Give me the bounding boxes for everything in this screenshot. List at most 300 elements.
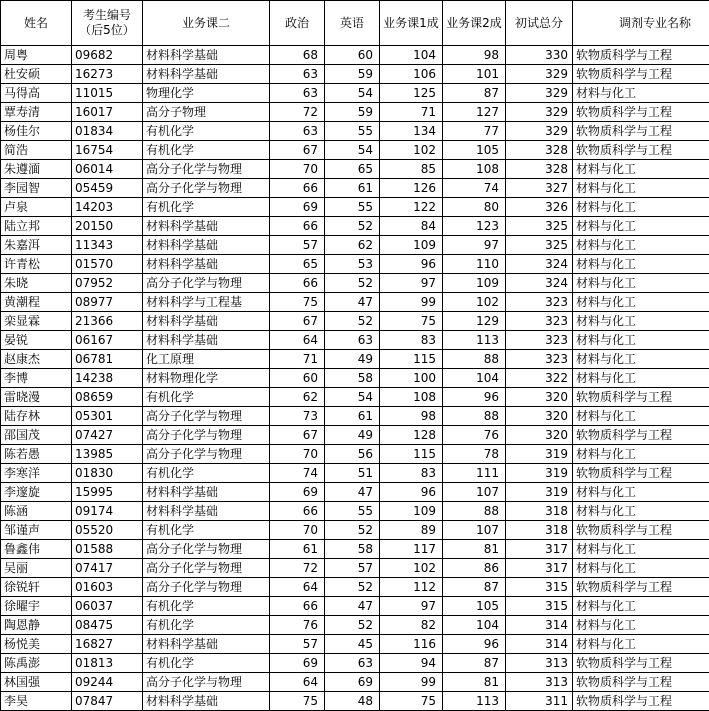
cell-course2: 有机化学 (143, 198, 270, 217)
cell-exam-id: 01588 (72, 540, 143, 559)
cell-prof1: 84 (380, 217, 443, 236)
cell-english: 52 (325, 274, 380, 293)
cell-major: 材料与化工 (573, 559, 709, 578)
cell-politics: 61 (270, 540, 325, 559)
cell-politics: 57 (270, 236, 325, 255)
table-row (1, 445, 709, 464)
cell-english: 51 (325, 464, 380, 483)
cell-exam-id: 09174 (72, 502, 143, 521)
cell-prof1: 122 (380, 198, 443, 217)
cell-major: 软物质科学与工程 (573, 388, 709, 407)
cell-total: 319 (506, 445, 573, 464)
cell-total: 328 (506, 141, 573, 160)
cell-prof1: 82 (380, 616, 443, 635)
cell-major: 材料与化工 (573, 160, 709, 179)
cell-prof2: 127 (443, 103, 506, 122)
cell-english: 57 (325, 559, 380, 578)
cell-total: 319 (506, 464, 573, 483)
cell-english: 52 (325, 578, 380, 597)
cell-politics: 68 (270, 46, 325, 65)
cell-prof1: 71 (380, 103, 443, 122)
cell-prof2: 110 (443, 255, 506, 274)
cell-exam-id: 11015 (72, 84, 143, 103)
cell-major: 材料与化工 (573, 616, 709, 635)
cell-politics: 66 (270, 217, 325, 236)
cell-english: 52 (325, 217, 380, 236)
cell-prof1: 83 (380, 331, 443, 350)
cell-english: 58 (325, 369, 380, 388)
cell-course2: 材料科学基础 (143, 331, 270, 350)
column-header-prof1: 业务课1成 (380, 1, 443, 46)
cell-course2: 有机化学 (143, 654, 270, 673)
cell-total: 323 (506, 350, 573, 369)
cell-prof2: 101 (443, 65, 506, 84)
cell-prof1: 89 (380, 521, 443, 540)
cell-prof2: 88 (443, 407, 506, 426)
table-row (1, 635, 709, 654)
cell-course2: 有机化学 (143, 521, 270, 540)
cell-prof2: 107 (443, 483, 506, 502)
cell-prof1: 97 (380, 274, 443, 293)
cell-course2: 有机化学 (143, 141, 270, 160)
cell-total: 327 (506, 179, 573, 198)
cell-name: 杨悦美 (1, 635, 72, 654)
cell-name: 黄潮程 (1, 293, 72, 312)
cell-total: 311 (506, 692, 573, 711)
cell-prof2: 97 (443, 236, 506, 255)
cell-name: 陆存林 (1, 407, 72, 426)
cell-name: 陈若愚 (1, 445, 72, 464)
cell-english: 54 (325, 388, 380, 407)
cell-course2: 材料科学基础 (143, 483, 270, 502)
cell-politics: 62 (270, 388, 325, 407)
cell-politics: 75 (270, 293, 325, 312)
table-row (1, 654, 709, 673)
cell-exam-id: 01830 (72, 464, 143, 483)
cell-english: 65 (325, 160, 380, 179)
cell-prof1: 94 (380, 654, 443, 673)
cell-english: 59 (325, 103, 380, 122)
cell-course2: 材料科学基础 (143, 236, 270, 255)
cell-course2: 有机化学 (143, 464, 270, 483)
cell-prof1: 99 (380, 673, 443, 692)
cell-english: 59 (325, 65, 380, 84)
cell-course2: 材料物理化学 (143, 369, 270, 388)
cell-politics: 66 (270, 179, 325, 198)
cell-name: 马得高 (1, 84, 72, 103)
cell-exam-id: 14203 (72, 198, 143, 217)
cell-name: 周粤 (1, 46, 72, 65)
cell-exam-id: 05301 (72, 407, 143, 426)
cell-english: 45 (325, 635, 380, 654)
table-row (1, 388, 709, 407)
cell-course2: 高分子化学与物理 (143, 160, 270, 179)
cell-english: 55 (325, 198, 380, 217)
cell-course2: 高分子化学与物理 (143, 578, 270, 597)
cell-prof2: 76 (443, 426, 506, 445)
cell-exam-id: 06014 (72, 160, 143, 179)
cell-total: 323 (506, 312, 573, 331)
cell-exam-id: 09244 (72, 673, 143, 692)
table-row (1, 502, 709, 521)
cell-prof2: 86 (443, 559, 506, 578)
cell-name: 李邃旋 (1, 483, 72, 502)
cell-course2: 高分子化学与物理 (143, 274, 270, 293)
cell-course2: 有机化学 (143, 616, 270, 635)
cell-english: 61 (325, 179, 380, 198)
cell-prof1: 75 (380, 312, 443, 331)
cell-exam-id: 16827 (72, 635, 143, 654)
cell-course2: 有机化学 (143, 122, 270, 141)
cell-total: 313 (506, 673, 573, 692)
cell-major: 软物质科学与工程 (573, 654, 709, 673)
cell-prof1: 112 (380, 578, 443, 597)
cell-politics: 73 (270, 407, 325, 426)
cell-politics: 69 (270, 654, 325, 673)
table-row (1, 293, 709, 312)
cell-prof1: 99 (380, 293, 443, 312)
cell-name: 卢泉 (1, 198, 72, 217)
cell-name: 雷晓漫 (1, 388, 72, 407)
cell-major: 材料与化工 (573, 407, 709, 426)
cell-major: 软物质科学与工程 (573, 65, 709, 84)
cell-prof1: 109 (380, 236, 443, 255)
cell-course2: 高分子化学与物理 (143, 426, 270, 445)
cell-politics: 65 (270, 255, 325, 274)
table-row (1, 274, 709, 293)
cell-prof1: 117 (380, 540, 443, 559)
cell-prof2: 81 (443, 673, 506, 692)
cell-prof2: 109 (443, 274, 506, 293)
cell-english: 49 (325, 350, 380, 369)
cell-prof1: 109 (380, 502, 443, 521)
cell-english: 52 (325, 616, 380, 635)
cell-prof1: 96 (380, 255, 443, 274)
cell-prof2: 78 (443, 445, 506, 464)
table-row (1, 407, 709, 426)
cell-course2: 材料科学基础 (143, 692, 270, 711)
cell-prof1: 128 (380, 426, 443, 445)
cell-total: 317 (506, 559, 573, 578)
cell-major: 软物质科学与工程 (573, 464, 709, 483)
cell-total: 317 (506, 540, 573, 559)
cell-course2: 高分子化学与物理 (143, 179, 270, 198)
cell-prof1: 115 (380, 350, 443, 369)
cell-politics: 66 (270, 502, 325, 521)
cell-politics: 72 (270, 559, 325, 578)
cell-course2: 材料科学基础 (143, 502, 270, 521)
cell-prof2: 113 (443, 331, 506, 350)
cell-major: 材料与化工 (573, 445, 709, 464)
cell-prof1: 97 (380, 597, 443, 616)
table-row (1, 616, 709, 635)
table-row (1, 217, 709, 236)
table-body (1, 46, 709, 711)
cell-prof1: 75 (380, 692, 443, 711)
cell-politics: 70 (270, 521, 325, 540)
cell-prof2: 104 (443, 616, 506, 635)
cell-prof1: 85 (380, 160, 443, 179)
cell-politics: 66 (270, 597, 325, 616)
cell-total: 314 (506, 635, 573, 654)
cell-major: 材料与化工 (573, 198, 709, 217)
cell-major: 软物质科学与工程 (573, 692, 709, 711)
cell-course2: 材料科学基础 (143, 255, 270, 274)
cell-major: 材料与化工 (573, 635, 709, 654)
table-row (1, 84, 709, 103)
cell-english: 63 (325, 654, 380, 673)
cell-prof2: 80 (443, 198, 506, 217)
cell-english: 58 (325, 540, 380, 559)
cell-prof2: 123 (443, 217, 506, 236)
cell-name: 简浩 (1, 141, 72, 160)
cell-english: 61 (325, 407, 380, 426)
cell-name: 杨佳尔 (1, 122, 72, 141)
cell-politics: 63 (270, 65, 325, 84)
cell-total: 318 (506, 502, 573, 521)
cell-prof2: 107 (443, 521, 506, 540)
table-row (1, 312, 709, 331)
cell-major: 材料与化工 (573, 312, 709, 331)
table-row (1, 350, 709, 369)
cell-exam-id: 05520 (72, 521, 143, 540)
cell-major: 软物质科学与工程 (573, 521, 709, 540)
cell-major: 材料与化工 (573, 540, 709, 559)
table-row (1, 597, 709, 616)
table-row (1, 464, 709, 483)
column-header-exam-id: 考生编号（后5位） (72, 1, 143, 46)
cell-exam-id: 09682 (72, 46, 143, 65)
cell-english: 52 (325, 521, 380, 540)
cell-total: 328 (506, 160, 573, 179)
cell-politics: 69 (270, 198, 325, 217)
cell-major: 材料与化工 (573, 350, 709, 369)
cell-english: 56 (325, 445, 380, 464)
cell-exam-id: 01570 (72, 255, 143, 274)
cell-english: 47 (325, 597, 380, 616)
cell-politics: 74 (270, 464, 325, 483)
cell-major: 材料与化工 (573, 369, 709, 388)
cell-prof1: 102 (380, 141, 443, 160)
cell-name: 李园智 (1, 179, 72, 198)
cell-total: 320 (506, 388, 573, 407)
cell-prof1: 116 (380, 635, 443, 654)
cell-prof2: 108 (443, 160, 506, 179)
table-row (1, 46, 709, 65)
cell-politics: 64 (270, 578, 325, 597)
cell-english: 55 (325, 122, 380, 141)
cell-course2: 高分子物理 (143, 103, 270, 122)
cell-name: 赵康杰 (1, 350, 72, 369)
cell-major: 软物质科学与工程 (573, 122, 709, 141)
cell-prof2: 81 (443, 540, 506, 559)
cell-total: 318 (506, 521, 573, 540)
cell-exam-id: 01603 (72, 578, 143, 597)
cell-prof2: 113 (443, 692, 506, 711)
cell-exam-id: 07427 (72, 426, 143, 445)
cell-prof2: 96 (443, 635, 506, 654)
cell-exam-id: 16273 (72, 65, 143, 84)
column-header-english: 英语 (325, 1, 380, 46)
cell-name: 晏锐 (1, 331, 72, 350)
cell-prof1: 100 (380, 369, 443, 388)
cell-english: 54 (325, 141, 380, 160)
cell-politics: 67 (270, 426, 325, 445)
table-row (1, 692, 709, 711)
cell-course2: 材料科学基础 (143, 312, 270, 331)
cell-major: 软物质科学与工程 (573, 578, 709, 597)
table-row (1, 236, 709, 255)
cell-course2: 有机化学 (143, 388, 270, 407)
cell-politics: 67 (270, 312, 325, 331)
cell-english: 63 (325, 331, 380, 350)
cell-total: 329 (506, 122, 573, 141)
cell-politics: 64 (270, 673, 325, 692)
cell-english: 60 (325, 46, 380, 65)
cell-total: 329 (506, 103, 573, 122)
cell-major: 材料与化工 (573, 274, 709, 293)
cell-prof2: 102 (443, 293, 506, 312)
cell-prof2: 87 (443, 578, 506, 597)
cell-english: 55 (325, 502, 380, 521)
cell-name: 李昊 (1, 692, 72, 711)
cell-major: 材料与化工 (573, 502, 709, 521)
cell-total: 314 (506, 616, 573, 635)
cell-major: 软物质科学与工程 (573, 673, 709, 692)
cell-total: 319 (506, 483, 573, 502)
cell-exam-id: 06167 (72, 331, 143, 350)
cell-total: 325 (506, 236, 573, 255)
cell-course2: 高分子化学与物理 (143, 407, 270, 426)
cell-course2: 化工原理 (143, 350, 270, 369)
cell-politics: 71 (270, 350, 325, 369)
cell-major: 软物质科学与工程 (573, 426, 709, 445)
cell-name: 陆立邦 (1, 217, 72, 236)
cell-exam-id: 16754 (72, 141, 143, 160)
cell-prof2: 105 (443, 597, 506, 616)
cell-exam-id: 08475 (72, 616, 143, 635)
column-header-politics: 政治 (270, 1, 325, 46)
cell-exam-id: 21366 (72, 312, 143, 331)
cell-prof1: 96 (380, 483, 443, 502)
table-row (1, 521, 709, 540)
cell-major: 材料与化工 (573, 331, 709, 350)
table-row (1, 331, 709, 350)
cell-exam-id: 06037 (72, 597, 143, 616)
table-row (1, 122, 709, 141)
cell-total: 324 (506, 274, 573, 293)
table-row (1, 179, 709, 198)
cell-major: 软物质科学与工程 (573, 46, 709, 65)
cell-exam-id: 07847 (72, 692, 143, 711)
cell-total: 329 (506, 84, 573, 103)
cell-exam-id: 08659 (72, 388, 143, 407)
cell-prof2: 77 (443, 122, 506, 141)
cell-total: 323 (506, 331, 573, 350)
cell-politics: 72 (270, 103, 325, 122)
cell-total: 323 (506, 293, 573, 312)
table-row (1, 673, 709, 692)
cell-total: 313 (506, 654, 573, 673)
cell-politics: 66 (270, 274, 325, 293)
cell-prof2: 96 (443, 388, 506, 407)
cell-name: 陈禹澎 (1, 654, 72, 673)
cell-name: 陈涵 (1, 502, 72, 521)
cell-exam-id: 06781 (72, 350, 143, 369)
cell-major: 材料与化工 (573, 84, 709, 103)
cell-name: 李博 (1, 369, 72, 388)
cell-politics: 76 (270, 616, 325, 635)
table-row (1, 578, 709, 597)
cell-major: 材料与化工 (573, 483, 709, 502)
cell-prof2: 74 (443, 179, 506, 198)
cell-major: 软物质科学与工程 (573, 141, 709, 160)
column-header-course2: 业务课二 (143, 1, 270, 46)
cell-total: 315 (506, 597, 573, 616)
table-row (1, 65, 709, 84)
cell-politics: 70 (270, 445, 325, 464)
cell-course2: 高分子化学与物理 (143, 445, 270, 464)
cell-course2: 高分子化学与物理 (143, 673, 270, 692)
column-header-prof2: 业务课2成 (443, 1, 506, 46)
cell-exam-id: 01813 (72, 654, 143, 673)
cell-name: 杜安硕 (1, 65, 72, 84)
cell-name: 邵国茂 (1, 426, 72, 445)
cell-exam-id: 13985 (72, 445, 143, 464)
cell-prof1: 115 (380, 445, 443, 464)
cell-name: 朱嘉洱 (1, 236, 72, 255)
cell-politics: 60 (270, 369, 325, 388)
cell-total: 320 (506, 407, 573, 426)
cell-total: 329 (506, 65, 573, 84)
cell-politics: 63 (270, 84, 325, 103)
cell-politics: 75 (270, 692, 325, 711)
column-header-major: 调剂专业名称 (573, 1, 709, 46)
cell-name: 陶恩静 (1, 616, 72, 635)
cell-major: 材料与化工 (573, 255, 709, 274)
table-row (1, 559, 709, 578)
table-row (1, 426, 709, 445)
cell-prof1: 83 (380, 464, 443, 483)
cell-prof1: 104 (380, 46, 443, 65)
cell-major: 材料与化工 (573, 597, 709, 616)
cell-prof2: 104 (443, 369, 506, 388)
cell-major: 材料与化工 (573, 293, 709, 312)
cell-exam-id: 05459 (72, 179, 143, 198)
cell-name: 许青松 (1, 255, 72, 274)
cell-course2: 材料科学与工程基 (143, 293, 270, 312)
cell-exam-id: 11343 (72, 236, 143, 255)
cell-name: 徐锐轩 (1, 578, 72, 597)
cell-name: 朱遵湎 (1, 160, 72, 179)
cell-politics: 69 (270, 483, 325, 502)
cell-exam-id: 15995 (72, 483, 143, 502)
cell-name: 栾显霖 (1, 312, 72, 331)
table-row (1, 540, 709, 559)
cell-prof2: 88 (443, 350, 506, 369)
table-row (1, 103, 709, 122)
cell-exam-id: 07952 (72, 274, 143, 293)
cell-politics: 57 (270, 635, 325, 654)
cell-course2: 材料科学基础 (143, 635, 270, 654)
cell-prof1: 102 (380, 559, 443, 578)
table-row (1, 160, 709, 179)
cell-english: 62 (325, 236, 380, 255)
cell-course2: 有机化学 (143, 597, 270, 616)
cell-major: 材料与化工 (573, 179, 709, 198)
cell-prof1: 106 (380, 65, 443, 84)
cell-exam-id: 07417 (72, 559, 143, 578)
